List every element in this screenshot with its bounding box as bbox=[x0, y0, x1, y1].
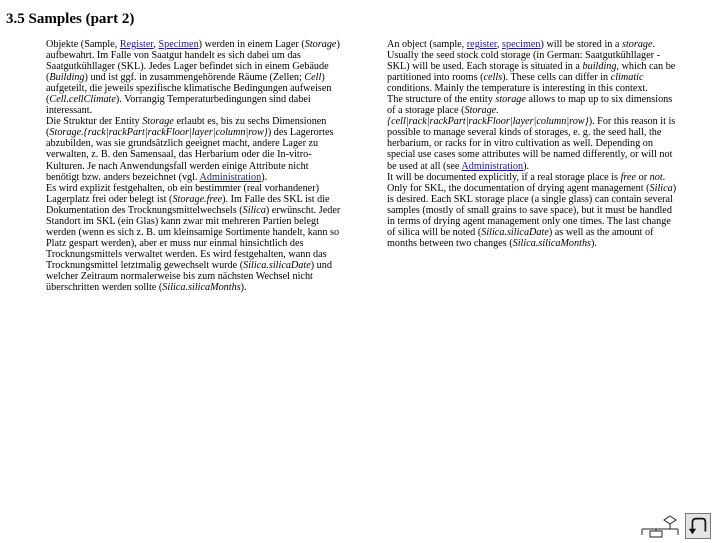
administration-link[interactable]: Administration bbox=[461, 160, 524, 172]
slide-navigation bbox=[640, 512, 702, 538]
register-link[interactable]: Register bbox=[119, 39, 154, 50]
flowchart-icon[interactable] bbox=[640, 514, 680, 538]
register-link[interactable]: register bbox=[466, 39, 497, 50]
english-text-column bbox=[387, 39, 677, 249]
slide-title: 3.5 Samples (part 2) bbox=[6, 11, 135, 27]
english-paragraph-1: An object (sample, register, specimen) will be stored in a storage. Usually the seed stock cold storage (in German: Saatgutkühllager - SKL) will be used. Each storage is situated in a building, which can be partitioned into rooms (cells). These cells can differ in climatic conditions. Mainly the temperature is interesting in this context. bbox=[387, 39, 676, 95]
administration-link[interactable]: Administration bbox=[199, 171, 262, 183]
german-text-column bbox=[46, 39, 341, 293]
german-paragraph-3: Es wird explizit festgehalten, ob ein bestimmter (real vorhandener) Lagerplatz frei oder belegt ist (Storage.free). Im Falle des SKL ist die Dokumentation des Trocknungsmittelwechsels (Silica) erwünscht. Jeder Standort im SKL (ein Glas) kann zwar mit mehreren Partien belegt werden (wenn es sich z. B. um kleinsamige Sortimente handelt, kann so Platz gespart werden), aber er muss nur einmal hinsichtlich des Trocknungsmittels verwaltet werden. Es wird festgehalten, wann das Trocknungsmittel letztmalig gewechselt wurde (Silica.silicaDate) und welcher Zeitraum normalerweise bis zum nächsten Wechsel nicht überschritten werden sollte (Silica.silicaMonths). bbox=[46, 182, 341, 294]
english-paragraph-3: It will be documented explicitly, if a real storage place is free or not. Only for SKL, the documentation of drying agent management (Silica) is desired. Each SKL storage place (a single glass) can contain several samples (mostly of small grains to save space), but it must be handled in terms of drying agent management only one times. The last change of silica will be noted (Silica.silicaDate) as well as the amount of months between two changes (Silica.silicaMonths). bbox=[387, 171, 677, 249]
english-paragraph-2: The structure of the entity storage allows to map up to six dimensions of a storage place (Storage.{cell|rack|rackPart|rackFloor|layer|column|row}). For this reason it is possible to manage several kinds of storages, e. g. the seed hall, the herbarium, or racks for in vitro cultivation as well. Depending on special use cases some attributes will be named differently, or will not be used at all (see Administration). bbox=[387, 94, 676, 172]
specimen-link[interactable]: specimen bbox=[502, 39, 541, 50]
return-arrow-icon bbox=[686, 514, 710, 538]
return-button[interactable] bbox=[685, 513, 711, 539]
specimen-link[interactable]: Specimen bbox=[158, 39, 199, 50]
german-paragraph-2: Die Struktur der Entity Storage erlaubt es, bis zu sechs Dimensionen (Storage.{rack|rackPart|rackFloor|layer|column|row}) des Lagerortes abzubilden, was sie grundsätzlich geeignet macht, andere Lager zu verwalten, z. B. den Samensaal, das Herbarium oder die In-vitro-Kulturen. Je nach Anwendungsfall werden einige Attribute nicht benötigt bzw. anders bezeichnet (vgl. Administration). bbox=[46, 116, 334, 183]
german-paragraph-1: Objekte (Sample, Register, Specimen) werden in einem Lager (Storage) aufbewahrt. Im Falle von Saatgut handelt es sich dabei um das Saatgutkühllager (SKL). Jedes Lager befindet sich in einem Gebäude (Building) und ist ggf. in zusammengehörende Räume (Zellen; Cell) aufgeteilt, die jeweils spezifische klimatische Bedingungen aufweisen (Cell.cellClimate). Vorrangig Temperaturbedingungen sind dabei interessant. bbox=[46, 39, 340, 117]
